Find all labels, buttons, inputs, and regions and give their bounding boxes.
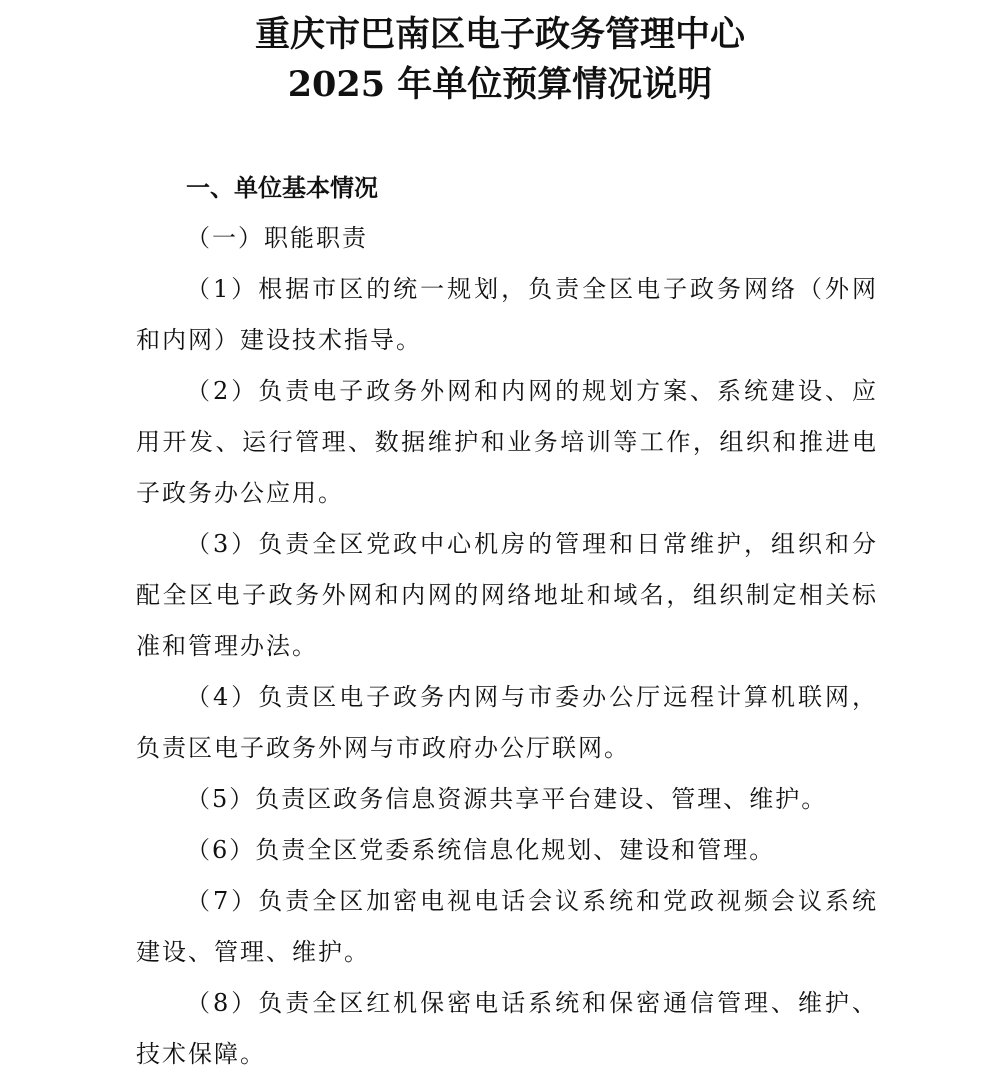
document-title [0, 10, 1000, 110]
paragraph-6: （6）负责全区党委系统信息化规划、建设和管理。 [186, 836, 776, 864]
paragraph-2: （2）负责电子政务外网和内网的规划方案、系统建设、应用开发、运行管理、数据维护和业务培训等工作，组织和推进电子政务办公应用。 [136, 377, 878, 507]
paragraph-4: （4）负责区电子政务内网与市委办公厅远程计算机联网，负责区电子政务外网与市政府办公厅联网。 [136, 683, 878, 762]
paragraph-5: （5）负责区政务信息资源共享平台建设、管理、维护。 [186, 785, 828, 813]
document-body [136, 162, 878, 1080]
title-line-2: 2025 年单位预算情况说明 [287, 64, 713, 105]
subheading-duties: （一）职能职责 [186, 224, 368, 252]
paragraph-1: （1）根据市区的统一规划，负责全区电子政务网络（外网和内网）建设技术指导。 [136, 275, 878, 354]
paragraph-3: （3）负责全区党政中心机房的管理和日常维护，组织和分配全区电子政务外网和内网的网络地址和域名，组织制定相关标准和管理办法。 [136, 530, 878, 660]
paragraph-7: （7）负责全区加密电视电话会议系统和党政视频会议系统建设、管理、维护。 [136, 887, 878, 966]
paragraph-8: （8）负责全区红机保密电话系统和保密通信管理、维护、技术保障。 [136, 989, 878, 1068]
section-heading: 一、单位基本情况 [186, 173, 378, 202]
title-line-1: 重庆市巴南区电子政务管理中心 [254, 14, 745, 55]
